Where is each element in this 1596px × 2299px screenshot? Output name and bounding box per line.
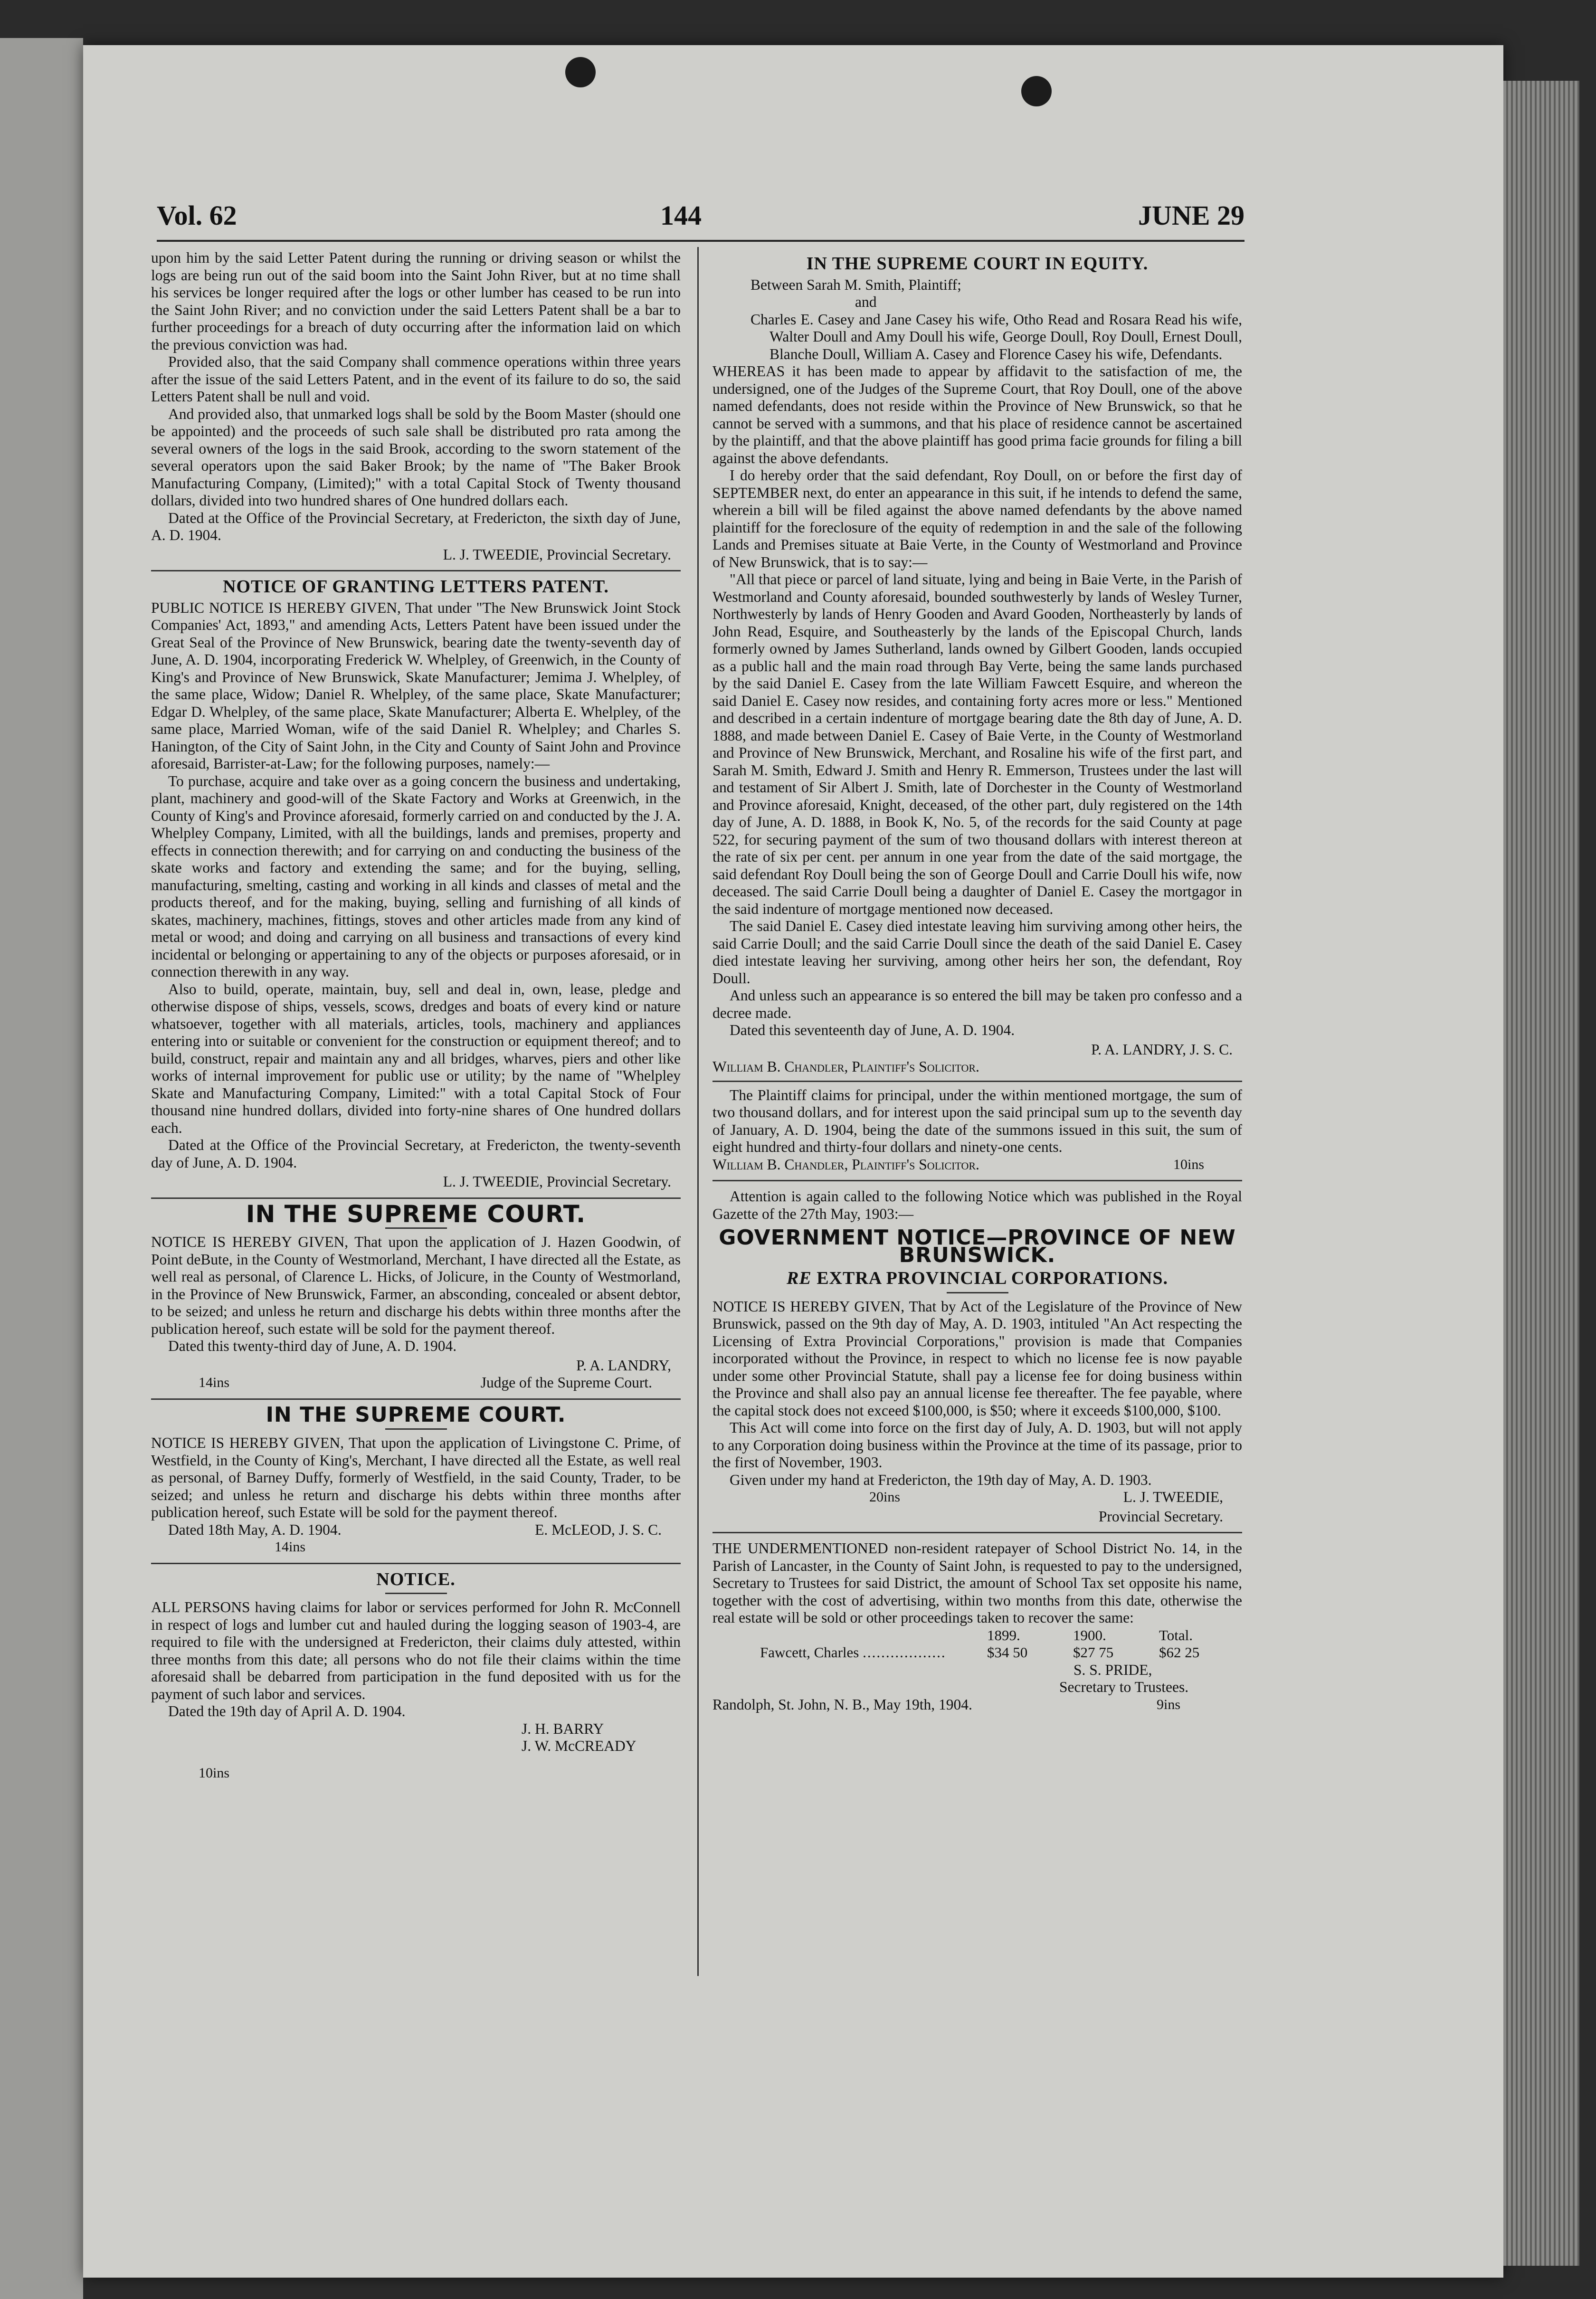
paragraph: And unless such an appearance is so entered the bill may be taken pro confesso and a decree made. [712,987,1242,1021]
table-header-row [712,1627,1242,1644]
signature: P. A. LANDRY, J. S. C. [1091,1041,1233,1058]
volume-label: Vol. 62 [157,200,237,231]
paragraph: NOTICE IS HEREBY GIVEN, That by Act of the Legislature of the Province of New Brunswick, passed on the 9th day of May, A. D. 1903, intituled "An Act respecting the Licensing of Extra Provincial Corporations," provision is made that Companies incorporated without the Province, in respect to which no license fee is now payable under some other Provincial Statute, shall pay a license fee for doing business within the Province and shall also pay an annual license fee thereafter. The fee payable, where the capital stock does not exceed $100,000, is $50; where it exceeds $100,000, $100. [712,1298,1242,1419]
solicitor-line: William B. Chandler, Plaintiff's Solicitor. [712,1156,979,1173]
paragraph: To purchase, acquire and take over as a going concern the business and undertaking, plant, machinery and good-will of the Skate Factory and Works at Greenwich, in the County of King's and Province aforesaid, formerly carried on and conducted by the J. A. Whelpley Company, Limited, with all the buildings, lands and premises, property and effects in connection therewith; and for carrying on and conducting the business of the skate works and factory and extending the same; and for the buying, selling, manufacturing, smelting, casting and working in all kinds and classes of metal and the products thereof, and for the making, buying, selling and furnishing of all kinds of skates, machinery, machines, fittings, stoves and other articles made from any kind of metal or wood; and doing and carrying on all business and transactions of every kind incidental or belonging or appertaining to any of the objects or purposes aforesaid, or in connection therewith in any way. [151,772,681,980]
signature-title: Provincial Secretary. [1098,1508,1223,1525]
section-heading: IN THE SUPREME COURT. [246,1200,586,1228]
paragraph: Also to build, operate, maintain, buy, sell and deal in, own, lease, pledge and otherwise dispose of ships, vessels, scows, dredges and boats of every kind or nature whatsoever, together with all materials, articles, tools, machinery and appliances entering into or suitable or convenient for the construction or equipment thereof; and to build, construct, repair and maintain any and all bridges, wharves, piers and other like works of internal improvement for public use or utility; by the name of "Whelpley Skate and Manufacturing Company, Limited:" with a total Capital Stock of Four thousand nine hundred dollars, divided into forty-nine shares of One hundred dollars each. [151,980,681,1136]
insertion-count: 14ins [199,1375,230,1390]
signature-row [712,1696,1242,1714]
paragraph: Dated this twenty-third day of June, A. D. 1904. [168,1338,457,1354]
table-cell: $62 25 [1159,1644,1200,1661]
supreme-court-notice-1 [151,1200,681,1392]
paragraph: Dated at the Office of the Provincial Secretary, at Fredericton, the sixth day of June, A. D. 1904. [151,509,681,543]
table-cell: $27 75 [1073,1644,1114,1661]
signature: L. J. TWEEDIE, Provincial Secretary. [443,546,671,563]
divider [151,1563,681,1564]
divider [151,570,681,571]
issue-date: JUNE 29 [1138,200,1244,231]
signature-row [151,1521,681,1539]
section-heading: GOVERNMENT NOTICE—PROVINCE OF NEW BRUNSWICK. [719,1226,1236,1267]
solicitor-line: William B. Chandler, Plaintiff's Solicitor. [712,1058,979,1075]
ratepayer-name: Fawcett, Charles .................. [760,1644,946,1661]
paragraph: NOTICE IS HEREBY GIVEN, That upon the application of J. Hazen Goodwin, of Point deBute, in the County of Westmorland, Merchant, I have directed all the Estate, as well real as personal, of Clarence L. Hicks, of Jolicure, in the County of Westmorland, in the Province of New Brunswick, Farmer, an absconding, concealed or absent debtor, to be seized; and unless he return and discharge his debts within three months after the publication hereof, such estate will be sold for the payment thereof. [151,1234,681,1337]
punch-hole-icon [1021,76,1052,106]
section-heading: NOTICE. [376,1569,456,1589]
dated-line: Dated 18th May, A. D. 1904. [168,1521,342,1538]
insertion-count: 9ins [1156,1696,1180,1712]
page-number: 144 [660,200,702,231]
paragraph: This Act will come into force on the first day of July, A. D. 1903, but will not apply to any Corporation doing business within the Province at the time of its passage, prior to the first of November, 1903. [712,1419,1242,1471]
subheading-text: EXTRA PROVINCIAL CORPORATIONS. [817,1268,1168,1288]
defendants-list: Charles E. Casey and Jane Casey his wife, Otho Read and Rosara Read his wife, Walter Doull and Amy Doull his wife, George Doull, Roy Doull, Ernest Doull, Blanche Doull, William A. Casey and Florence Casey his wife, Defendants. [750,311,1242,362]
paragraph: NOTICE IS HEREBY GIVEN, That upon the application of Livingstone C. Prime, of Westfield, in the County of King's, Merchant, I have directed all the Estate, as well real as personal, of Barney Duffy, formerly of Westfield, in the said County, Trader, to be seized; and unless he return and discharge his debts within three months after publication hereof, such Estate will be sold for the payment thereof. [151,1434,681,1520]
header-rule [157,240,1244,242]
page-stack-edge [1503,81,1579,2266]
signature-row [151,1374,681,1392]
signature: J. H. BARRY [522,1720,604,1737]
signature-name: S. S. PRIDE, [1074,1661,1152,1678]
punch-hole-icon [565,57,596,87]
paragraph: "All that piece or parcel of land situate, lying and being in Baie Verte, in the Parish of Westmorland and County aforesaid, bounded southwesterly by lands of Wesley Turner, Northwesterly by lands of Henry Gooden and Avard Gooden, Northeasterly by lands of John Read, Esquire, and Southeasterly by the lands of the Episcopal Church, lands formerly owned by James Sutherland, lands owned by Gilbert Gooden, lands occupied as a public hall and the main road through Bay Verte, being the same lands purchased by the said Daniel E. Casey from the late William Fawcett Esquire, and whereon the said Daniel E. Casey now resides, and containing forty acres more or less." Mentioned and described in a certain indenture of mortgage bearing date the 8th day of June, A. D. 1888, and made between Daniel E. Casey of Baie Verte, in the County of Westmorland and Province of New Brunswick, Merchant, and Rosaline his wife of the first part, and Sarah M. Smith, Edward J. Smith and Henry R. Emmerson, Trustees under the last will and testament of Sir Albert J. Smith, late of Dorchester in the County of Westmorland and Province aforesaid, Knight, deceased, of the other part, duly registered on the 14th day of June, A. D. 1888, in Book K, No. 5, of the records for the said County at page 522, for securing payment of the sum of two thousand dollars with interest thereon at the rate of six per cent. per annum in one year from the date of the said mortgage, the said defendant Roy Doull being the son of George Doull and Carrie Doull his wife, now deceased. The said Carrie Doull being a daughter of Daniel E. Casey the mortgagor in the said indenture of mortgage mentioned now deceased. [712,571,1242,917]
paragraph: The Plaintiff claims for principal, under the within mentioned mortgage, the sum of two thousand dollars, and for interest upon the said principal sum up to the seventh day of January, A. D. 1904, being the date of the summons issued in this suit, the sum of eight hundred and thirty-four dollars and ninety-one cents. [712,1086,1242,1155]
page-header [157,200,1244,238]
labor-claims-notice [151,1571,681,1782]
boom-notice [151,249,681,563]
divider [151,1398,681,1400]
government-notice [712,1188,1242,1525]
letters-patent-notice [151,578,681,1191]
paragraph: Dated at the Office of the Provincial Secretary, at Fredericton, the twenty-seventh day of June, A. D. 1904. [151,1137,681,1171]
section-heading: IN THE SUPREME COURT IN EQUITY. [806,254,1149,274]
section-heading: IN THE SUPREME COURT. [266,1402,566,1427]
place-date-line: Randolph, St. John, N. B., May 19th, 1904. [712,1696,972,1713]
divider [712,1532,1242,1533]
column-header: Total. [1159,1626,1193,1644]
divider [712,1081,1242,1082]
supreme-court-notice-2 [151,1402,681,1556]
signature-name: L. J. TWEEDIE, [1123,1489,1223,1505]
insertion-count: 10ins [1173,1156,1204,1172]
paragraph: I do hereby order that the said defendant, Roy Doull, on or before the first day of SEPTEMBER next, do enter an appearance in this suit, if he intends to defend the same, wherein a bill will be filed against the above named defendants by the above named plaintiff for the foreclosure of the equity of redemption in and the sale of the following Lands and Premises situate at Baie Verte, in the County of Westmorland and Province of New Brunswick, that is to say:— [712,467,1242,570]
divider [947,1292,1008,1293]
paragraph: The said Daniel E. Casey died intestate leaving him surviving among other heirs, the said Carrie Doull; and the said Carrie Doull since the death of the said Daniel E. Casey died intestate leaving her surviving, among other heirs her son, the defendant, Roy Doull. [712,918,1242,987]
subheading [712,1270,1242,1287]
signature-title: Judge of the Supreme Court. [480,1374,652,1391]
signature: L. J. TWEEDIE, Provincial Secretary. [443,1173,671,1190]
paragraph: upon him by the said Letter Patent during the running or driving season or whilst the logs are being run out of the said boom into the Saint John River, but at no time shall his services be longer required after the logs or other lumber has ceased to be run into the Saint John River; and no conviction under the said Letters Patent shall be a bar to further proceedings for a breach of duty occurring after the information laid on which the previous conviction was had. [151,249,681,353]
signature-row [712,1489,1242,1506]
divider [151,1197,681,1199]
paragraph: WHEREAS it has been made to appear by affidavit to the satisfaction of me, the undersigned, one of the Judges of the Supreme Court, that Roy Doull, one of the above named defendants, does not reside within the Province of New Brunswick, so that he cannot be served with a summons, and that his place of residence cannot be ascertained by the plaintiff, and that the above plaintiff has good prima facie grounds for filing a bill against the above defendants. [712,363,1242,466]
paragraph: ALL PERSONS having claims for labor or services performed for John R. McConnell in respect of logs and lumber cut and hauled during the logging season of 1903-4, are required to file with the undersigned at Fredericton, their claims duly attested, within three months from this date; all persons who do not file their claims within the time aforesaid shall be debarred from participation in the fund deposited with us for the payment of such labor and services. [151,1599,681,1702]
right-column [712,249,1242,1713]
paragraph: Provided also, that the said Company shall commence operations within three years after the issue of the said Letters Patent, and in the event of its failure to do so, the said Letters Patent shall be null and void. [151,353,681,405]
school-tax-notice [712,1540,1242,1713]
paragraph: PUBLIC NOTICE IS HEREBY GIVEN, That under "The New Brunswick Joint Stock Companies' Act, 1893," and amending Acts, Letters Patent have been issued under the Great Seal of the Province of New Brunswick, bearing date the twenty-seventh day of June, A. D. 1904, incorporating Frederick W. Whelpley, of Greenwich, in the County of King's and Province of New Brunswick, Skate Manufacturer; Jemima J. Whelpley, of the same place, Widow; Daniel R. Whelpley, of the same place, Skate Manufacturer; Edgar D. Whelpley, of the same place, Skate Manufacturer; Alberta E. Whelpley, of the same place, Married Woman, wife of the said Daniel R. Whelpley; and Charles S. Hanington, of the City of Saint John, in the City and County of Saint John and Province aforesaid, Barrister-at-Law; for the following purposes, namely:— [151,599,681,772]
signature-title: Secretary to Trustees. [1059,1679,1189,1695]
section-heading: NOTICE OF GRANTING LETTERS PATENT. [223,577,609,597]
signature: E. McLEOD, J. S. C. [535,1521,662,1538]
signature-row [712,1156,1242,1174]
equity-notice [712,255,1242,1173]
left-column [151,249,681,1782]
re-prefix: RE [787,1268,812,1288]
and-line: and [855,294,877,310]
insertion-count: 20ins [869,1489,901,1505]
column-header: 1899. [987,1626,1020,1644]
divider [385,1593,447,1594]
dated-line: Dated the 19th day of April A. D. 1904. [168,1703,406,1720]
signature-name: P. A. LANDRY, [576,1357,671,1374]
column-divider [697,247,699,1976]
plaintiff-line: Between Sarah M. Smith, Plaintiff; [750,276,961,293]
insertion-count: 14ins [275,1539,306,1555]
paragraph: Dated this seventeenth day of June, A. D. 1904. [730,1022,1015,1038]
column-header: 1900. [1073,1626,1106,1644]
insertion-count: 10ins [199,1765,230,1781]
signature: J. W. McCREADY [522,1738,636,1754]
paragraph: And provided also, that unmarked logs shall be sold by the Boom Master (should one be appointed) and the proceeds of such sale shall be distributed pro rata among the several owners of the logs in the said Brook, according to the sworn statement of the several operators upon the said Baker Brook; by the name of "The Baker Brook Manufacturing Company, (Limited);" with a total Capital Stock of Twenty thousand dollars, divided into two hundred shares of One hundred dollars each. [151,405,681,509]
divider [385,1428,447,1430]
table-row [712,1644,1242,1662]
attention-line: Attention is again called to the following Notice which was published in the Royal Gazette of the 27th May, 1903:— [712,1188,1242,1222]
divider [712,1180,1242,1181]
paragraph: Given under my hand at Fredericton, the 19th day of May, A. D. 1903. [730,1471,1152,1488]
facing-page-edge [0,38,83,2299]
paragraph: THE UNDERMENTIONED non-resident ratepayer of School District No. 14, in the Parish of Lancaster, in the County of Saint John, is requested to pay to the undersigned, Secretary to Trustees for said District, the amount of School Tax set opposite his name, together with the cost of advertising, within two months from this date, otherwise the real estate will be sold or other proceedings taken to recover the same: [712,1540,1242,1626]
tax-table [712,1627,1242,1662]
table-cell: $34 50 [987,1644,1028,1661]
